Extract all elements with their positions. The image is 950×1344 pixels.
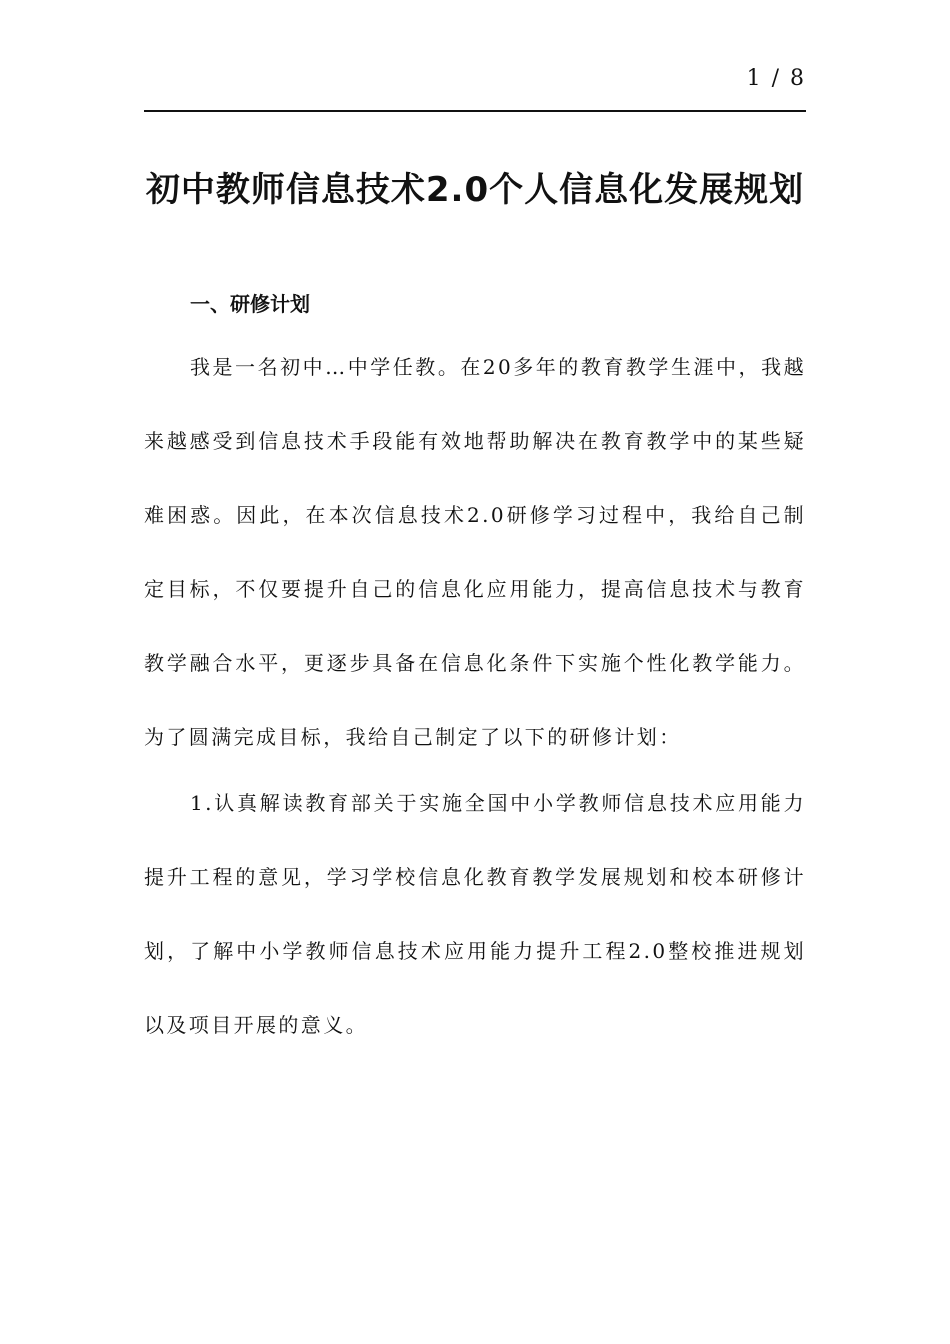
- section-heading: 一、研修计划: [190, 292, 310, 316]
- header-divider: [144, 110, 806, 112]
- document-title: 初中教师信息技术2.0个人信息化发展规划: [145, 170, 805, 210]
- page-number: 1 / 8: [746, 66, 806, 91]
- body-paragraph: 1.认真解读教育部关于实施全国中小学教师信息技术应用能力提升工程的意见，学习学校信息化教育教学发展规划和校本研修计划，了解中小学教师信息技术应用能力提升工程2.0整校推进规划以及项目开展的意义。: [144, 791, 806, 1037]
- body-paragraph: 我是一名初中…中学任教。在20多年的教育教学生涯中，我越来越感受到信息技术手段能有效地帮助解决在教育教学中的某些疑难困惑。因此，在本次信息技术2.0研修学习过程中，我给自己制定目标，不仅要提升自己的信息化应用能力，提高信息技术与教育教学融合水平，更逐步具备在信息化条件下实施个性化教学能力。为了圆满完成目标，我给自己制定了以下的研修计划：: [144, 355, 806, 749]
